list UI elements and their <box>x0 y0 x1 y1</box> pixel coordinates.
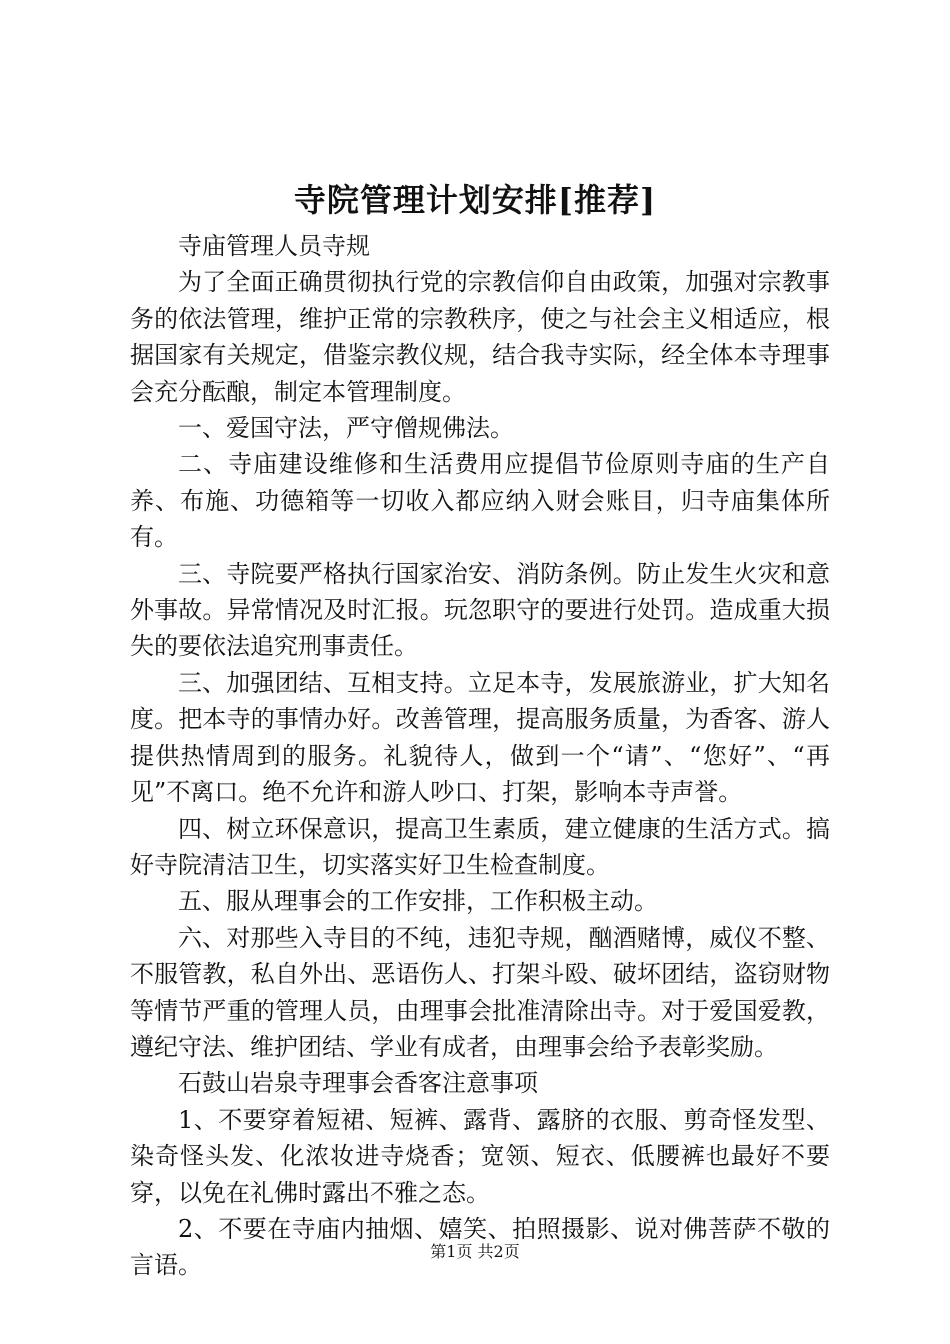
paragraph-rule-3: 三、寺院要严格执行国家治安、消防条例。防止发生火灾和意外事故。异常情况及时汇报。玩忽职守的要进行处罚。造成重大损失的要依法追究刑事责任。 <box>130 559 830 661</box>
page-footer: 第1页 共2页 <box>430 1242 520 1261</box>
paragraph-rule-6: 六、对那些入寺目的不纯，违犯寺规，酗酒赌博，威仪不整、不服管教，私自外出、恶语伤人、打架斗殴、破坏团结，盗窃财物等情节严重的管理人员，由理事会批准清除出寺。对于爱国爱教，遵纪守法、维护团结、学业有成者，由理事会给予表彰奖励。 <box>130 923 830 1061</box>
paragraph-visitor-heading: 石鼓山岩泉寺理事会香客注意事项 <box>178 1069 538 1098</box>
paragraph-rule-2: 二、寺庙建设维修和生活费用应提倡节俭原则寺庙的生产自养、布施、功德箱等一切收入都应纳入财会账目，归寺庙集体所有。 <box>130 450 830 552</box>
paragraph-rule-4: 四、树立环保意识，提高卫生素质，建立健康的生活方式。搞好寺院清洁卫生，切实落实好卫生检查制度。 <box>130 814 830 879</box>
paragraph-visitor-1: 1、不要穿着短裙、短裤、露背、露脐的衣服、剪奇怪发型、染奇怪头发、化浓妆进寺烧香；宽领、短衣、低腰裤也最好不要穿，以免在礼佛时露出不雅之态。 <box>130 1105 830 1207</box>
paragraph-visitor-2: 2、不要在寺庙内抽烟、嬉笑、拍照摄影、说对佛菩萨不敬的言语。 <box>130 1214 830 1280</box>
document-title: 寺院管理计划安排[推荐] <box>293 181 657 219</box>
paragraph-rule-5: 五、服从理事会的工作安排，工作积极主动。 <box>178 887 658 916</box>
paragraph-intro: 为了全面正确贯彻执行党的宗教信仰自由政策，加强对宗教事务的依法管理，维护正常的宗教秩序，使之与社会主义相适应，根据国家有关规定，借鉴宗教仪规，结合我寺实际，经全体本寺理事会充分酝酿，制定本管理制度。 <box>130 268 830 406</box>
paragraph-rule-3b: 三、加强团结、互相支持。立足本寺，发展旅游业，扩大知名度。把本寺的事情办好。改善管理，提高服务质量，为香客、游人提供热情周到的服务。礼貌待人，做到一个“请”、“您好”、“再见”不离口。绝不允许和游人吵口、打架，影响本寺声誉。 <box>130 668 830 807</box>
document-body <box>130 228 830 1284</box>
paragraph-heading: 寺庙管理人员寺规 <box>178 232 370 260</box>
paragraph-rule-1: 一、爱国守法，严守僧规佛法。 <box>178 414 514 443</box>
